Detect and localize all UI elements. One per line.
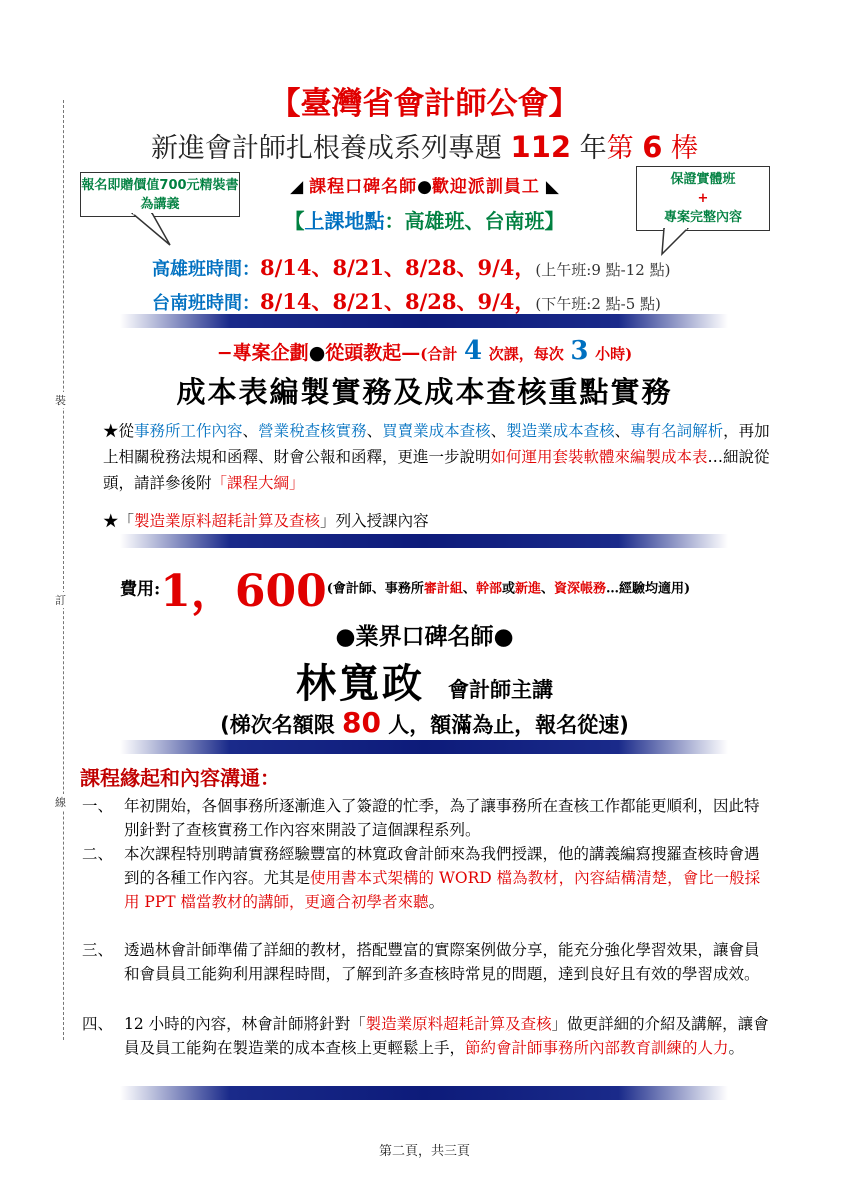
course-title: 成本表編製實務及成本查核重點實務 [176,375,673,409]
schedule-kaohsiung: 高雄班時間：8/14、8/21、8/28、9/4，(上午班:9 點-12 點) [152,255,671,280]
org-title-text: 【臺灣省會計師公會】 [269,86,580,122]
guarantee-callout: 保證實體班 + 專案完整內容 [636,166,770,231]
binding-mark-ding: 訂 [55,594,66,607]
gift-callout-pointer [130,213,180,249]
binding-mark-xian: 線 [55,796,66,809]
quota: (梯次名額限 80 人，額滿為止，報名從速) [220,706,629,739]
binding-line [63,100,64,1040]
list-item: 四、 12 小時的內容，林會計師將針對「製造業原料超耗計算及查核」做更詳細的介紹及講解，讓會員及員工能夠在製造業的成本查核上更輕鬆上手，節約會計師事務所內部教育訓練的人力。 [82,1015,769,1057]
binding-mark-zhuang: 裝 [55,394,66,407]
section-heading: 課程緣起和內容溝通： [80,766,280,790]
course-intro: ★從事務所工作內容、營業稅查核實務、買賣業成本查核、製造業成本查核、專有名詞解析，再加上相關稅務法規和函釋、財會公報和函釋，更進一步說明如何運用套裝軟體來編製成本表…細說從頭，請詳參後附「課程大綱」 [103,422,770,492]
location-value: 高雄班、台南班 [404,209,545,233]
tagline: ◢ 課程口碑名師●歡迎派訓員工 ◣ [290,177,559,197]
list-item: 三、 透過林會計師準備了詳細的教材，搭配豐富的實際案例做分享，能充分強化學習效果，讓會員和會員員工能夠利用課程時間，了解到許多查核時常見的問題，達到良好且有效的學習成效。 [82,941,760,983]
series-year: 112 [510,130,572,164]
org-title [0,78,849,123]
course-subtitle: −專案企劃●從頭教起—(合計 4 次課，每次 3 小時) [216,336,633,366]
divider-bar [120,534,728,548]
fee-label: 費用: [120,579,161,600]
divider-bar [120,1086,728,1100]
schedule-tainan: 台南班時間：8/14、8/21、8/28、9/4，(下午班:2 點-5 點) [152,289,661,314]
series-title: 新進會計師扎根養成系列專題 112 年第 6 棒 [150,130,699,164]
page-number: 第二頁，共三頁 [378,1144,470,1159]
divider-bar [120,314,728,328]
fee-amount: 1，600 [160,566,327,617]
fee: 費用:1，600(會計師、事務所審計組、幹部或新進、資深帳務…經驗均適用) [120,566,691,617]
location: 【上課地點：高雄班、台南班】 [284,209,565,233]
instructor-role: 會計師主講 [448,677,554,702]
instructor-line [0,652,849,709]
list-item: 二、 本次課程特別聘請實務經驗豐富的林寬政會計師來為我們授課，他的講義編寫搜羅查核時會遇到的各種工作內容。尤其是使用書本式架構的 WORD 檔為教材，內容結構清楚，會比一般採用 PPT 檔當教材的講師，更適合初學者來聽。 [82,845,761,911]
course-intro-note: ★「製造業原料超耗計算及查核」列入授課內容 [103,512,429,530]
divider-bar [120,740,728,754]
quota-number: 80 [342,706,381,739]
series-number: 6 [642,130,663,164]
list-item: 一、 年初開始，各個事務所逐漸進入了簽證的忙季，為了讓事務所在查核工作都能更順利，因此特別針對了查核實務工作內容來開設了這個課程系列。 [82,797,760,839]
instructor-tag: ●業界口碑名師● [335,624,514,650]
gift-callout: 報名即贈價值700元精裝書為講義 [80,172,240,217]
instructor-name: 林寬政 [295,660,425,707]
